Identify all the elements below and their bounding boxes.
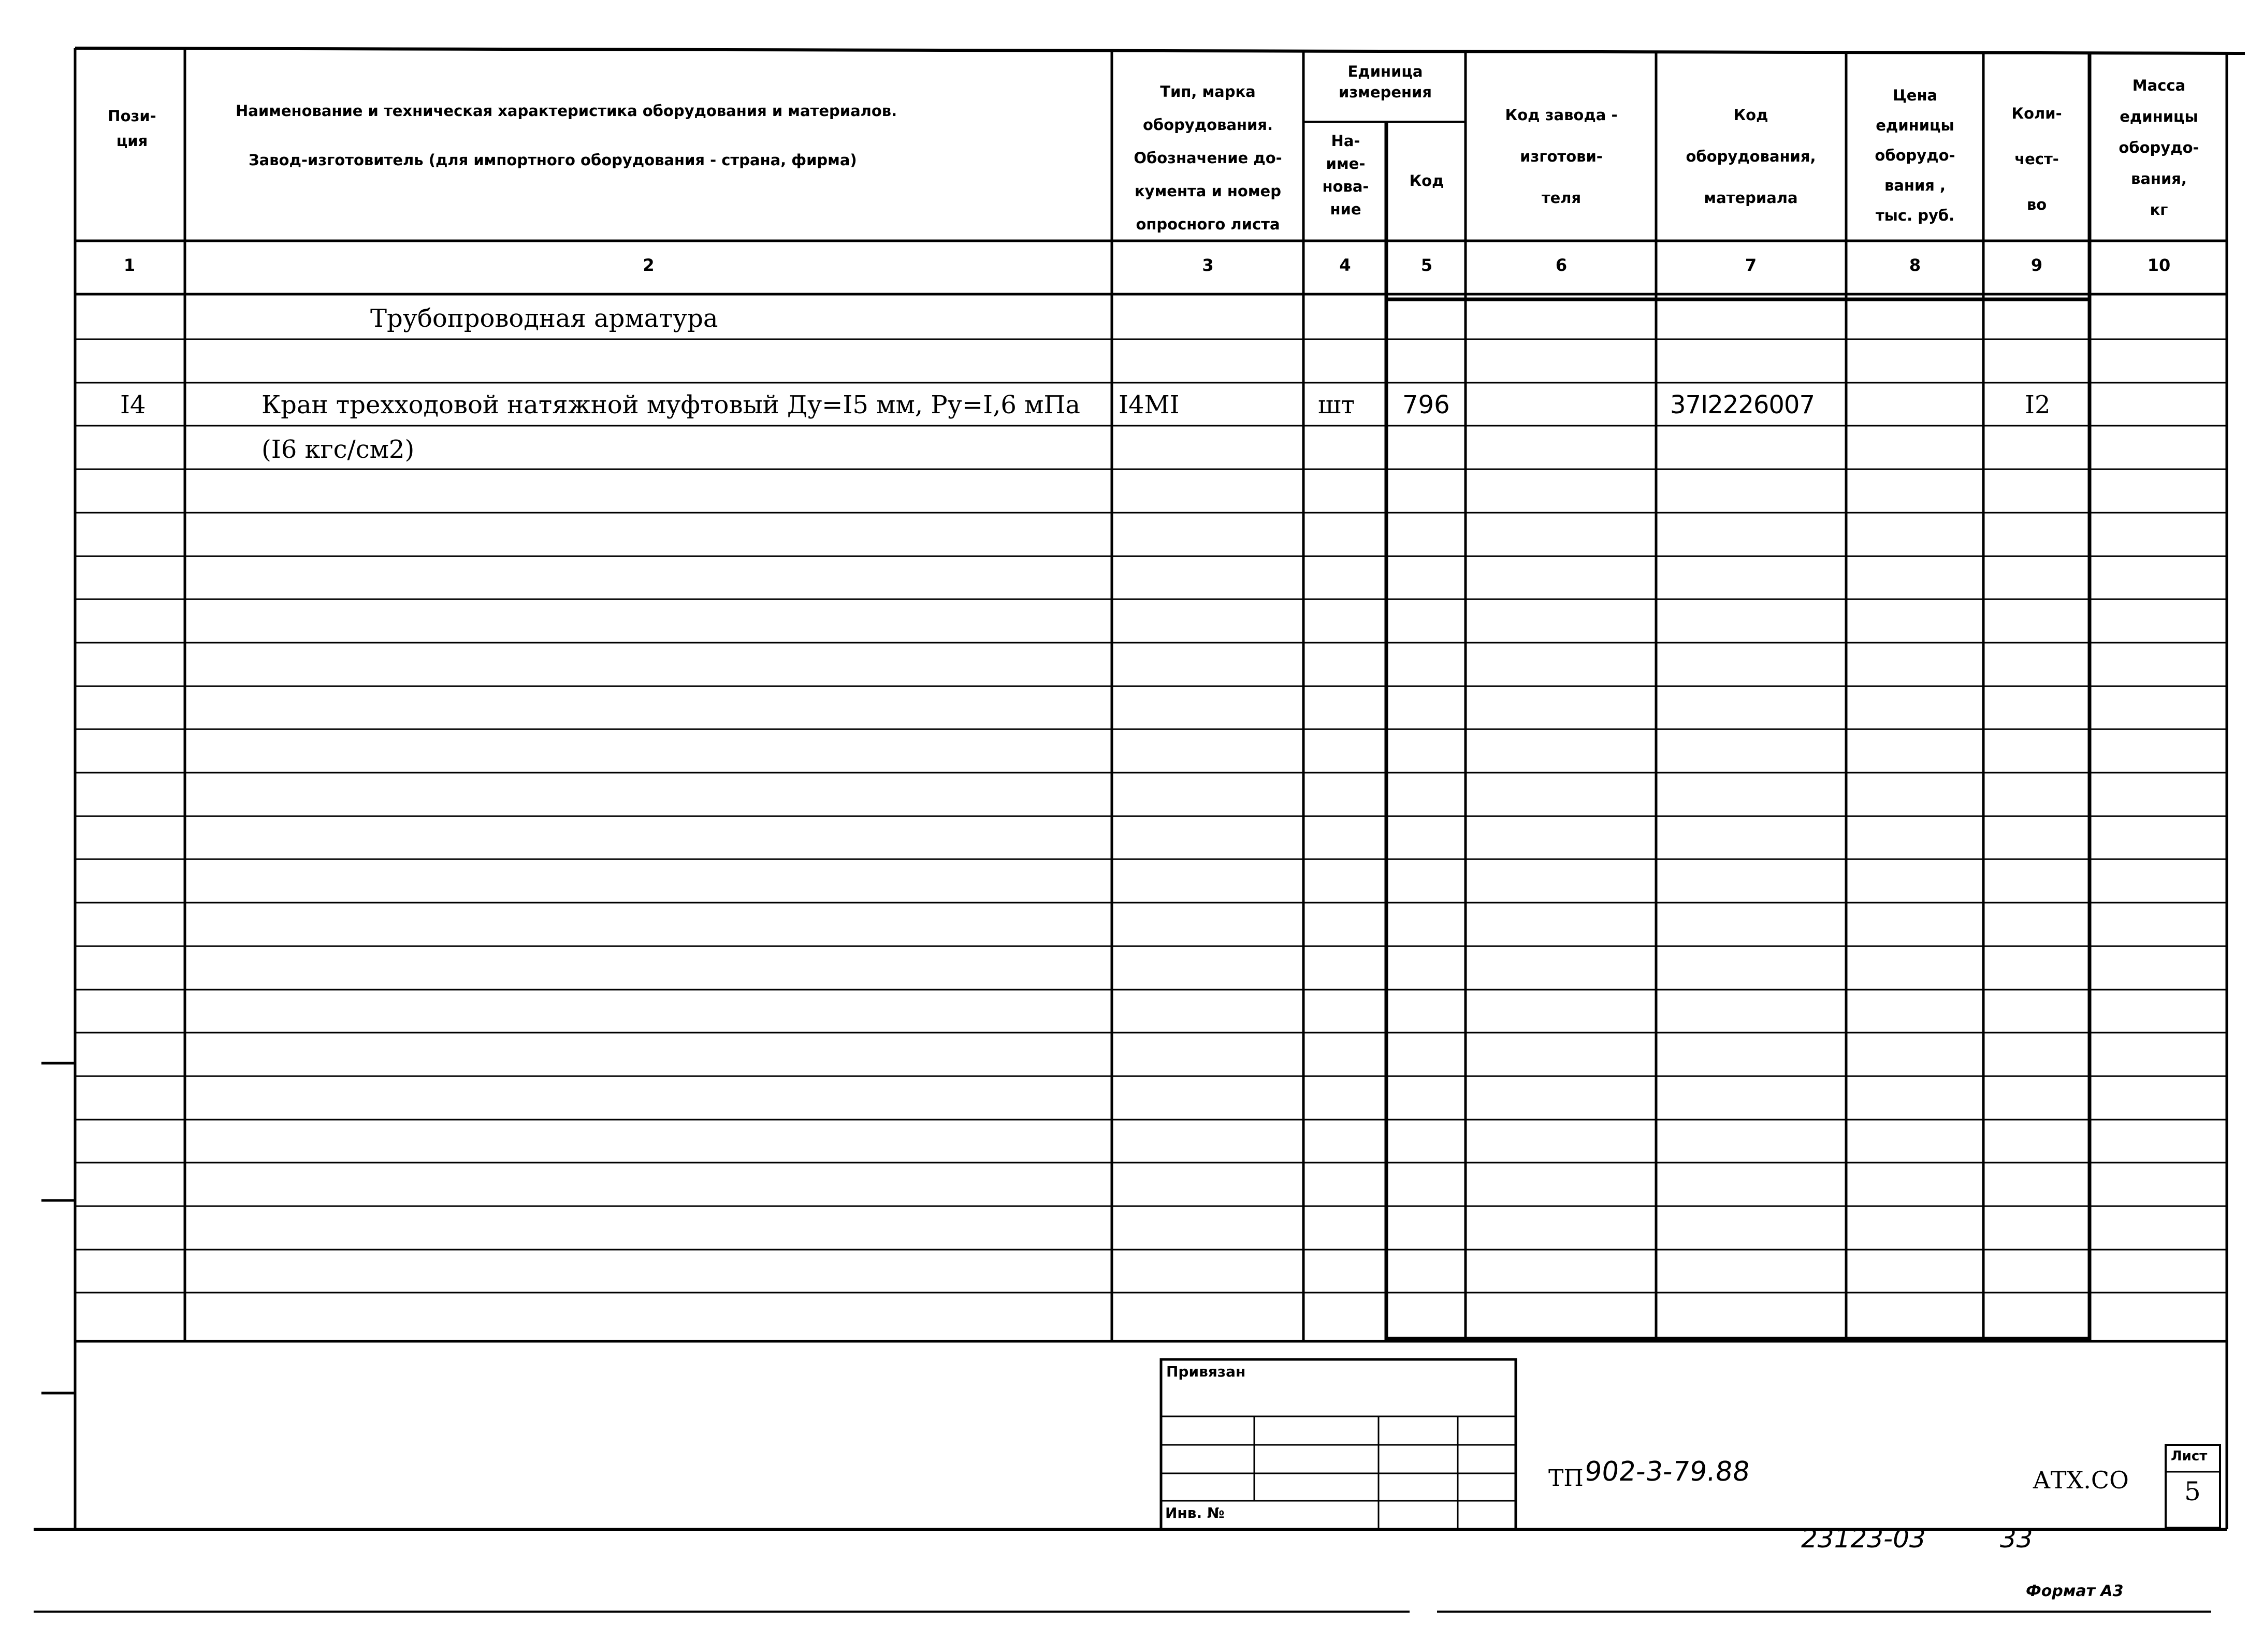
doc-number: 902-3-79.88 (1583, 1456, 1751, 1487)
archive-sheet: 33 (2000, 1524, 2033, 1554)
colnum-8: 8 (1909, 255, 1921, 275)
sheet-number: 5 (2184, 1476, 2201, 1506)
header-mass: Масса единицы оборудо- вания, кг (2119, 77, 2199, 219)
header-factory-code: Код завода - изготови- теля (1505, 106, 1618, 207)
header-position: Пози- ция (108, 107, 156, 150)
header-name-line1: Наименование и техническая характеристика оборудования и материалов. (236, 102, 897, 120)
header-quantity: Коли- чест- во (2011, 105, 2062, 213)
table-row-lines (75, 339, 2227, 1293)
stamp-inv-label: Инв. № (1165, 1504, 1225, 1521)
header-name-line2: Завод-изготовитель (для импортного оборудования - страна, фирма) (249, 151, 857, 169)
item-name-line2: (I6 кгс/см2) (262, 435, 415, 464)
header-unit-name: На- име- нова- ние (1322, 132, 1369, 218)
item-type: I4MI (1119, 390, 1180, 419)
header-equipment-code: Код оборудования, материала (1686, 106, 1816, 207)
header-type: Тип, марка оборудования. Обозначение до- кумента и номер опросного листа (1134, 83, 1282, 233)
colnum-4: 4 (1339, 255, 1351, 275)
colnum-5: 5 (1420, 255, 1433, 275)
header-unit-group: Единица измерения (1339, 63, 1432, 101)
colnum-9: 9 (2030, 255, 2043, 275)
item-name-line1: Кран трехходовой натяжной муфтовый Ду=I5 мм, Ру=I,6 мПа (262, 390, 1080, 419)
frame-top (75, 48, 2245, 53)
item-unit-name: шт (1318, 390, 1355, 419)
item-position: I4 (120, 390, 146, 419)
colnum-10: 10 (2147, 255, 2171, 275)
colnum-7: 7 (1745, 255, 1757, 275)
section-title: Трубопроводная арматура (370, 304, 718, 333)
item-equipment-code: 37I2226007 (1670, 390, 1815, 419)
colnum-6: 6 (1555, 255, 1568, 275)
item-unit-code: 796 (1402, 390, 1450, 419)
header-unit-code: Код (1409, 172, 1444, 190)
colnum-3: 3 (1202, 255, 1214, 275)
item-quantity: I2 (2025, 390, 2051, 419)
doc-prefix: ТП (1548, 1465, 1584, 1491)
format-label: Формат А3 (2026, 1582, 2124, 1600)
header-price: Цена единицы оборудо- вания , тыс. руб. (1875, 86, 1955, 224)
colnum-2: 2 (643, 255, 655, 275)
stamp-bound-label: Привязан (1166, 1363, 1246, 1380)
sheet-label: Лист (2171, 1448, 2208, 1464)
archive-number: 23123-03 (1801, 1524, 1926, 1554)
doc-code: АТХ.СО (2033, 1466, 2129, 1494)
colnum-1: 1 (123, 255, 136, 275)
